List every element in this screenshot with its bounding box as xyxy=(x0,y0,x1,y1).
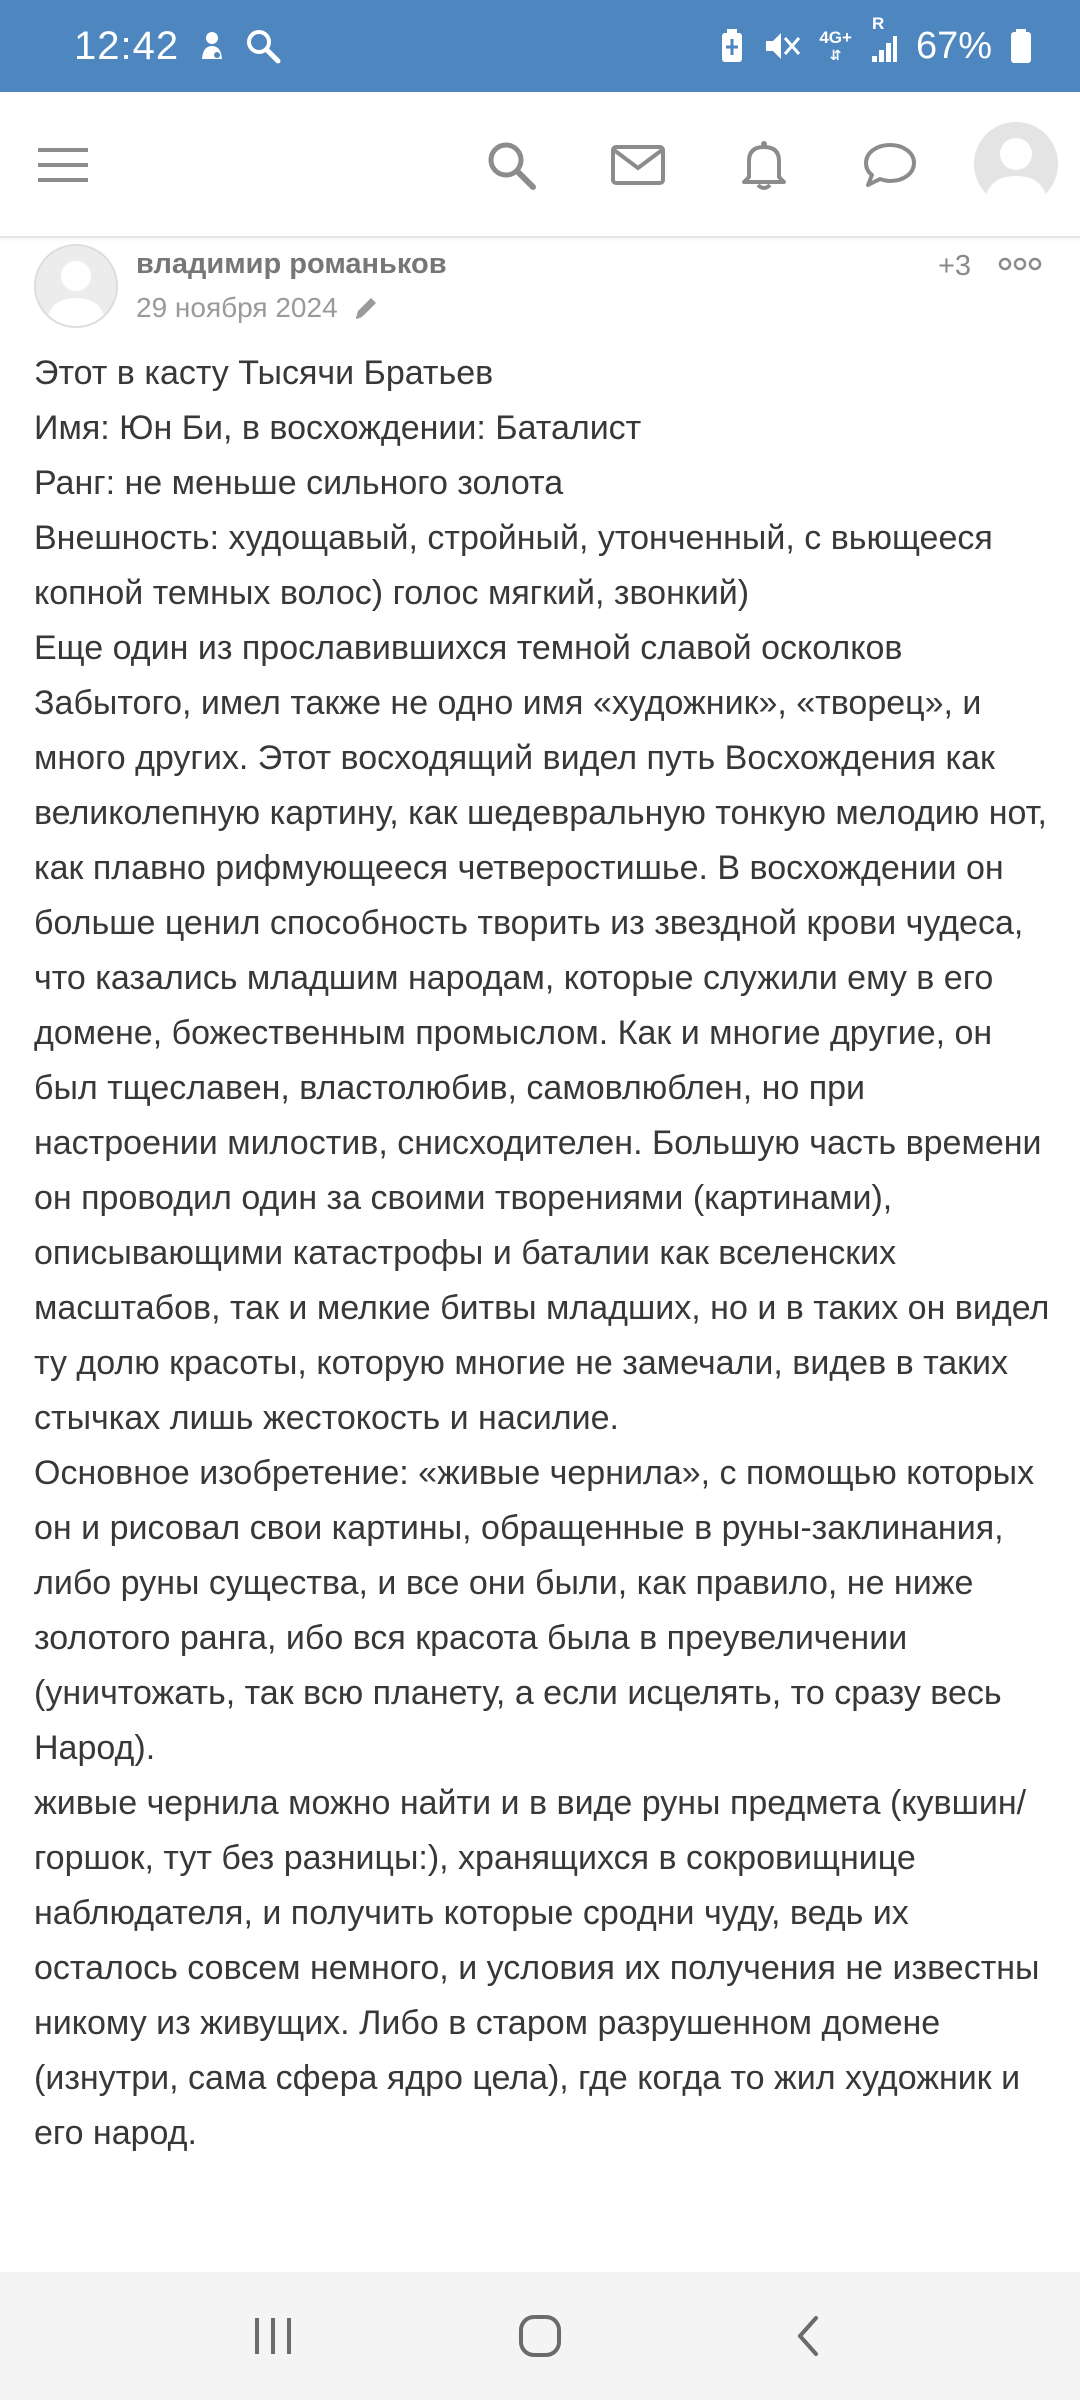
status-right xyxy=(719,14,1032,68)
back-icon xyxy=(792,2314,822,2358)
mute-icon xyxy=(763,28,801,64)
network-indicator: 4G+ ⇵ xyxy=(819,27,852,63)
bell-icon xyxy=(741,139,787,191)
notifications-button[interactable] xyxy=(731,132,797,198)
menu-button[interactable] xyxy=(30,132,96,198)
status-left xyxy=(74,24,281,69)
search-button[interactable] xyxy=(478,132,544,198)
app-header xyxy=(0,92,1080,238)
battery-icon xyxy=(1010,28,1032,64)
post-date-text: 29 ноября 2024 xyxy=(136,292,338,323)
network-type: 4G+ xyxy=(819,27,852,47)
forum-post xyxy=(0,240,1080,2270)
post-paragraph: Этот в касту Тысячи Братьев xyxy=(34,354,494,392)
more-options-icon xyxy=(998,257,1042,271)
chat-button[interactable] xyxy=(857,132,923,198)
recent-apps-icon xyxy=(251,2316,295,2356)
battery-percent: 67% xyxy=(915,24,992,67)
signal-icon xyxy=(870,14,898,64)
post-paragraph: Еще один из прославившихся темной славой осколков Забытого, имел также не одно имя «художник», «творец», и много других. Этот восходящий видел путь Восхождения как великолепную картину, как шедевральную тонкую мелодию нот, как плавно рифмующееся четверостишье. В восхождении он больше ценил способность творить из звездной крови чудеса, что казались младшим народам, которые служили ему в его домене, божественным промыслом. Как и многие другие, он был тщеславен, властолюбив, самовлюблен, но при настроении милостив, снисходителен. Большую часть времени он проводил один за своими творениями (картинами), описывающими катастрофы и баталии как вселенских масштабов, так и мелкие битвы младших, но и в таких он видел ту долю красоты, которую многие не замечали, видев в таких стычках лишь жестокость и насилие. xyxy=(34,629,1050,1437)
post-paragraph: Основное изобретение: «живые чернила», с помощью которых он и рисовал свои картины, обращенные в руны-заклинания, либо руны существа, и все они были, как правило, не ниже золотого ранга, ибо вся красота была в преувеличении (уничтожать, так всю планету, а если исцелять, то сразу весь Народ). xyxy=(34,1454,1035,1767)
search-icon xyxy=(485,139,537,191)
chat-icon xyxy=(862,141,918,189)
messages-button[interactable] xyxy=(605,132,671,198)
search-icon xyxy=(245,28,281,64)
post-paragraph: Имя: Юн Би, в восхождении: Баталист xyxy=(34,409,642,447)
post-body xyxy=(34,346,1050,2161)
post-date xyxy=(136,292,380,324)
home-icon xyxy=(517,2313,563,2359)
mail-icon xyxy=(610,144,666,186)
status-time: 12:42 xyxy=(74,23,180,68)
system-nav-bar xyxy=(0,2272,1080,2400)
menu-icon xyxy=(36,145,90,185)
post-paragraph: живые чернила можно найти и в виде руны предмета (кувшин/горшок, тут без разницы:), хранящихся в сокровищнице наблюдателя, и получить которые сродни чуду, ведь их осталось совсем немного, и условия их получения не известны никому из живущих. Либо в старом разрушенном домене (изнутри, сама сфера ядро цела), где когда то жил художник и его народ. xyxy=(34,1784,1040,2152)
edited-pencil-icon xyxy=(352,294,380,322)
post-paragraph: Ранг: не меньше сильного золота xyxy=(34,464,564,502)
avatar[interactable] xyxy=(974,122,1058,206)
status-bar xyxy=(0,0,1080,92)
roaming-indicator: R xyxy=(871,14,885,33)
post-options-button[interactable] xyxy=(996,250,1044,278)
author-name[interactable]: владимир романьков xyxy=(136,248,447,280)
battery-saver-icon xyxy=(719,28,745,64)
author-avatar[interactable] xyxy=(34,244,118,328)
post-rating[interactable]: +3 xyxy=(938,250,972,282)
notification-icon xyxy=(197,29,227,63)
home-button[interactable] xyxy=(500,2296,580,2376)
recent-apps-button[interactable] xyxy=(233,2296,313,2376)
back-button[interactable] xyxy=(767,2296,847,2376)
post-paragraph: Внешность: худощавый, стройный, утонченный, с вьющееся копной темных волос) голос мягкий, звонкий) xyxy=(34,519,993,612)
